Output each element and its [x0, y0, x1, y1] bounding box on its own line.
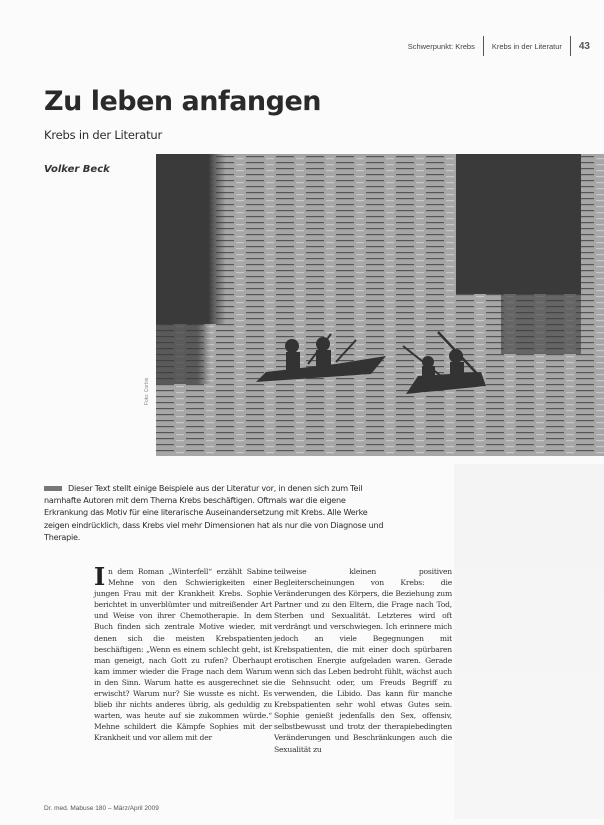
body-column-1 — [94, 562, 272, 744]
article-subtitle: Krebs in der Literatur — [44, 128, 163, 142]
divider — [570, 36, 571, 56]
page-footer: Dr. med. Mabuse 180 – März/April 2009 — [44, 805, 159, 812]
body-column-2 — [274, 566, 452, 755]
lead-text: Dieser Text stellt einige Beispiele aus der Literatur vor, in denen sich zum Teil namhafte Autoren mit dem Thema Krebs beschäftigen. Oftmals war die eigene Erkrankung das Motiv für eine literarische Auseinandersetzung mit Krebs. Alle Werke zeigen eindrücklich, dass Krebs viel mehr Dimensionen hat als nur die von Diagnose und Therapie. — [44, 483, 384, 542]
column-1-text: n dem Roman „Winterfell“ erzählt Sabine Mehne von den Schwierigkeiten einer jungen Frau mit der Krankheit Krebs. Sophie berichtet in unverblümter und mitreißender Art und Weise von ihrer Chemotherapie. In dem Buch finden sich zentrale Motive wieder, mit denen sich die meisten Krebspatienten beschäftigen: „Wenn es einem schlecht geht, ist man geneigt, nach Gott zu rufen? Überhaupt kam immer wieder die Frage nach dem Warum in den Sinn. Warum hatte es ausgerechnet sie erwischt? Warum nur? Sie wusste es nicht. Es blieb ihr nichts anderes übrig, als geduldig zu warten, was heute auf sie zukommen würde.“ Mehne schildert die Kämpfe Sophies mit der Krankheit und vor allem mit der — [94, 567, 272, 743]
lead-marker-bar — [44, 486, 62, 491]
running-head-topic: Krebs in der Literatur — [491, 41, 562, 51]
article-title: Zu leben anfangen — [44, 86, 322, 117]
column-2-text: teilweise kleinen positiven Begleiterscheinungen von Krebs: die Veränderungen des Körpers, die Beziehung zum Partner und zu den Eltern, die Frage nach Tod, Sterben und Sexualität. Letzteres wird oft verdrängt und verschwiegen. Ich erinnere mich jedoch an viele Begegnungen mit Krebspatienten, die mit einer doch spürbaren erotischen Energie aufgeladen waren. Gerade wenn sich das Leben bedroht fühlt, wächst auch die Sehnsucht oder, um Freuds Begriff zu verwenden, die Libido. Das kann für manche Krebspatienten sehr wohl etwas Gutes sein. Sophie genießt jedenfalls den Sex, offensiv, selbstbewusst und trotz der therapiebedingten Veränderungen und Beschränkungen auch die Sexualität zu — [274, 567, 452, 754]
kayakers-photo-image — [156, 154, 604, 456]
photo-credit: Foto: Corbis — [144, 377, 150, 405]
article-lead — [44, 482, 384, 543]
running-head — [408, 36, 590, 56]
running-head-section: Schwerpunkt: Krebs — [407, 41, 475, 51]
page-number: 43 — [578, 40, 590, 52]
bleed-through-area — [454, 464, 604, 819]
article-author: Volker Beck — [44, 164, 110, 175]
divider — [483, 36, 484, 56]
article-photo — [156, 154, 604, 456]
drop-cap: I — [94, 562, 106, 591]
